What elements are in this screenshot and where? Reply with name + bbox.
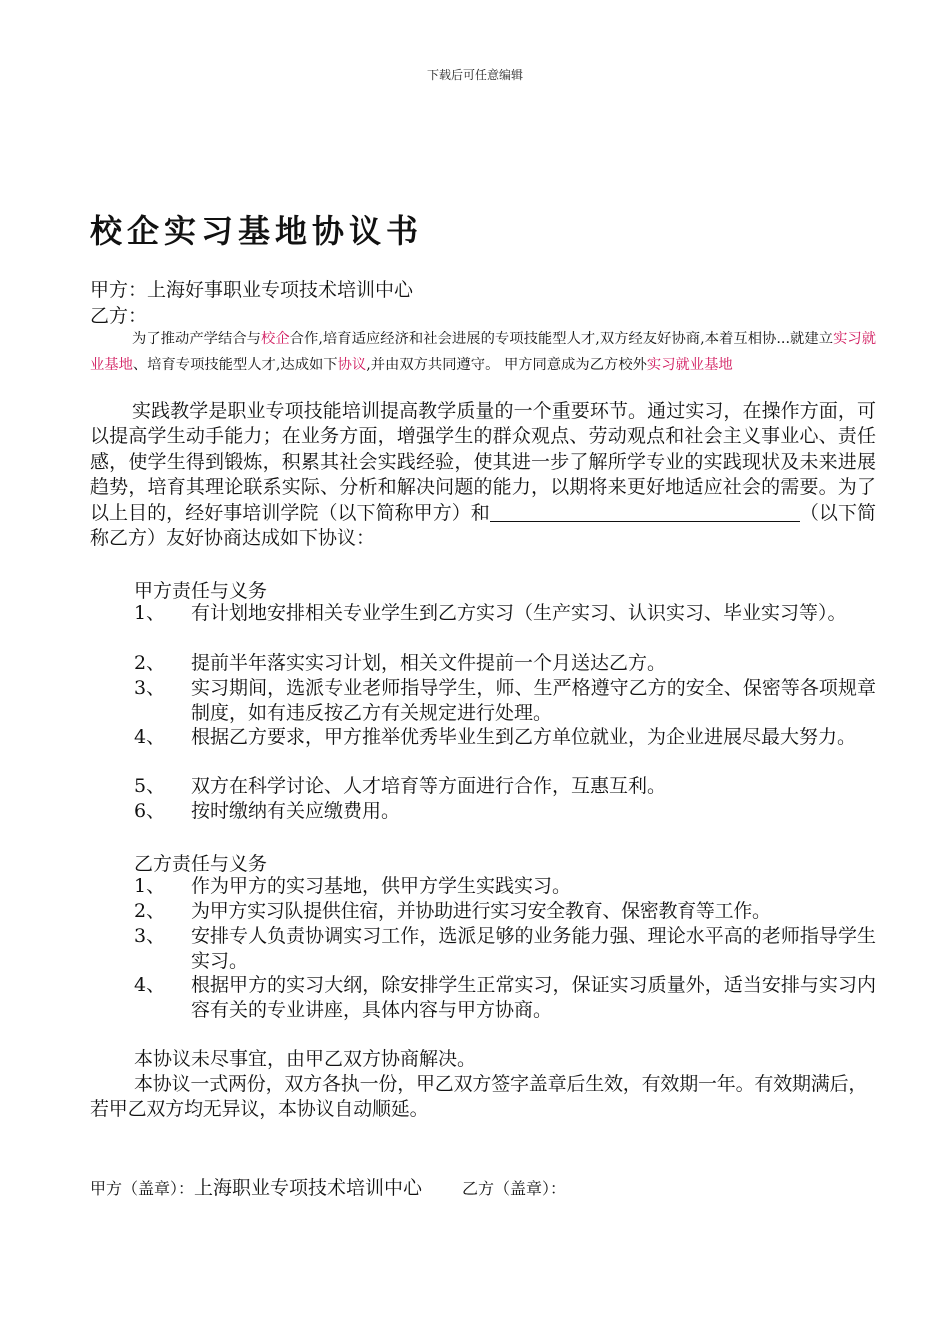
section-a-heading: 甲方责任与义务 bbox=[134, 580, 268, 602]
highlight-text: 实习就业基地 bbox=[646, 357, 733, 373]
highlight-text: 校企 bbox=[261, 331, 290, 347]
list-item: 1、 作为甲方的实习基地，供甲方学生实践实习。 bbox=[134, 875, 572, 897]
list-item: 2、 提前半年落实实习计划，相关文件提前一个月送达乙方。 bbox=[134, 652, 667, 674]
highlight-text: 协议 bbox=[337, 357, 367, 373]
list-item: 2、 为甲方实习队提供住宿，并协助进行实习安全教育、保密教育等工作。 bbox=[134, 900, 771, 922]
closing-line-2: 本协议一式两份，双方各执一份，甲乙双方签字盖章后生效，有效期一年。有效期满后，若甲乙双方均无异议，本协议自动顺延。 bbox=[90, 1073, 868, 1120]
intro-paragraph: 为了推动产学结合与校企合作,培育适应经济和社会进展的专项技能型人才,双方经友好协商,本着互相协...就建立实习就业基地、培育专项技能型人才,达成如下协议,并由双方共同遵守。 甲方同意成为乙方校外实习就业基地 bbox=[90, 331, 877, 373]
list-item: 6、 按时缴纳有关应缴费用。 bbox=[134, 800, 401, 822]
signature-block bbox=[90, 1173, 566, 1200]
closing-line-1: 本协议未尽事宜，由甲乙双方协商解决。 bbox=[134, 1048, 477, 1070]
list-item: 3、 安排专人负责协调实习工作，选派足够的业务能力强、理论水平高的老师指导学生实习。 bbox=[134, 925, 876, 972]
list-item: 1、 有计划地安排相关专业学生到乙方实习（生产实习、认识实习、毕业实习等）。 bbox=[134, 602, 847, 624]
list-item: 4、 根据乙方要求，甲方推举优秀毕业生到乙方单位就业，为企业进展尽最大努力。 bbox=[134, 726, 857, 748]
list-item: 5、 双方在科学讨论、人才培育等方面进行合作，互惠互利。 bbox=[134, 775, 667, 797]
list-item: 3、 实习期间，选派专业老师指导学生，师、生严格遵守乙方的安全、保密等各项规章制度，如有违反按乙方有关规定进行处理。 bbox=[134, 677, 876, 724]
header-note: 下载后可任意编辑 bbox=[426, 68, 523, 82]
party-a-seal-name: 上海职业专项技术培训中心 bbox=[194, 1177, 423, 1199]
party-a-seal-label: 甲方（盖章）： bbox=[90, 1179, 195, 1198]
party-a: 甲方：上海好事职业专项技术培训中心 bbox=[90, 279, 414, 301]
highlight-text: 实习就业基地 bbox=[90, 331, 877, 373]
blank-fill-line[interactable] bbox=[490, 502, 800, 522]
list-item: 4、 根据甲方的实习大纲，除安排学生正常实习，保证实习质量外，适当安排与实习内容有关的专业讲座，具体内容与甲方协商。 bbox=[134, 974, 876, 1021]
document-title: 校企实习基地协议书 bbox=[90, 212, 424, 250]
section-b-heading: 乙方责任与义务 bbox=[134, 853, 268, 875]
body-paragraph: 实践教学是职业专项技能培训提高教学质量的一个重要环节。通过实习，在操作方面，可以提高学生动手能力；在业务方面，增强学生的群众观点、劳动观点和社会主义事业心、责任感，使学生得到锻炼，积累其社会实践经验，使其进一步了解所学专业的实践现状及未来进展趋势，培育其理论联系实际、分析和解决问题的能力，以期将来更好地适应社会的需要。为了以上目的，经好事培训学院（以下简称甲方）和 （以下简称乙方）友好协商达成如下协议： bbox=[90, 400, 876, 550]
party-b: 乙方： bbox=[90, 305, 148, 327]
party-b-seal-label: 乙方（盖章）： bbox=[462, 1179, 567, 1198]
